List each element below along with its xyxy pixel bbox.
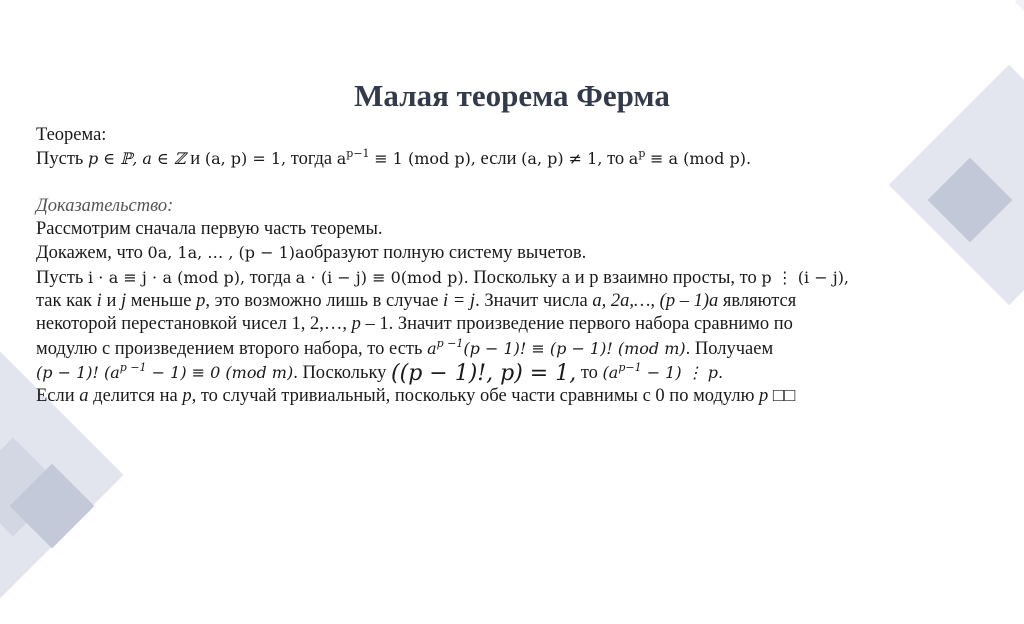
proof-line-3: Пусть i ⋅ a ≡ j ⋅ a (mod p), тогда a ⋅ (i − j) ≡ 0(mod p). Поскольку a и p взаимно просты, то p ⋮ (i − j), bbox=[36, 267, 850, 288]
proof-line-5: некоторой перестановкой чисел 1, 2,…, p – 1. Значит произведение первого набора сравнимо по bbox=[36, 314, 793, 335]
slide-title: Малая теорема Ферма bbox=[354, 78, 670, 113]
proof-line-8: Если a делится на p, то случай тривиальный, поскольку обе части сравнимы с 0 по модулю p □□ bbox=[36, 386, 796, 407]
proof-line-6: модулю с произведением второго набора, то есть $a^{p -1}(p - 1)$! ≡ (p − 1)! (mod m). Получаем bbox=[36, 336, 774, 359]
slide-content bbox=[36, 124, 1006, 409]
proof-line-4: так как i и j меньше p, это возможно лишь в случае i = j. Значит числа a, 2a,…, (p – 1)a являются bbox=[36, 291, 797, 312]
proof-line-1: Рассмотрим сначала первую часть теоремы. bbox=[36, 219, 383, 240]
proof-label: Доказательство: bbox=[36, 195, 174, 216]
proof-line-2: Докажем, что 0a, 1a, … , (p − 1)aобразуют полную систему вычетов. bbox=[36, 243, 587, 264]
theorem-statement: Пусть 𝑝 ∈ ℙ, 𝑎 ∈ ℤ и (a, p) = 1, тогда $a^{p-1} \equiv 1$ (mod p), если (a, p) ≠ 1, то $a^p \equiv a$ (mod p). bbox=[36, 147, 752, 170]
theorem-label: Теорема: bbox=[36, 125, 107, 145]
qed-box-icon: □□ bbox=[772, 386, 796, 407]
proof-line-7: (p − 1)! $(a^{p -1} - 1) \equiv 0$ (mod m). Поскольку ((p − 1)!, p) = 1, то $(a^{p-1} - 1)$ ⋮ p. bbox=[36, 360, 724, 386]
